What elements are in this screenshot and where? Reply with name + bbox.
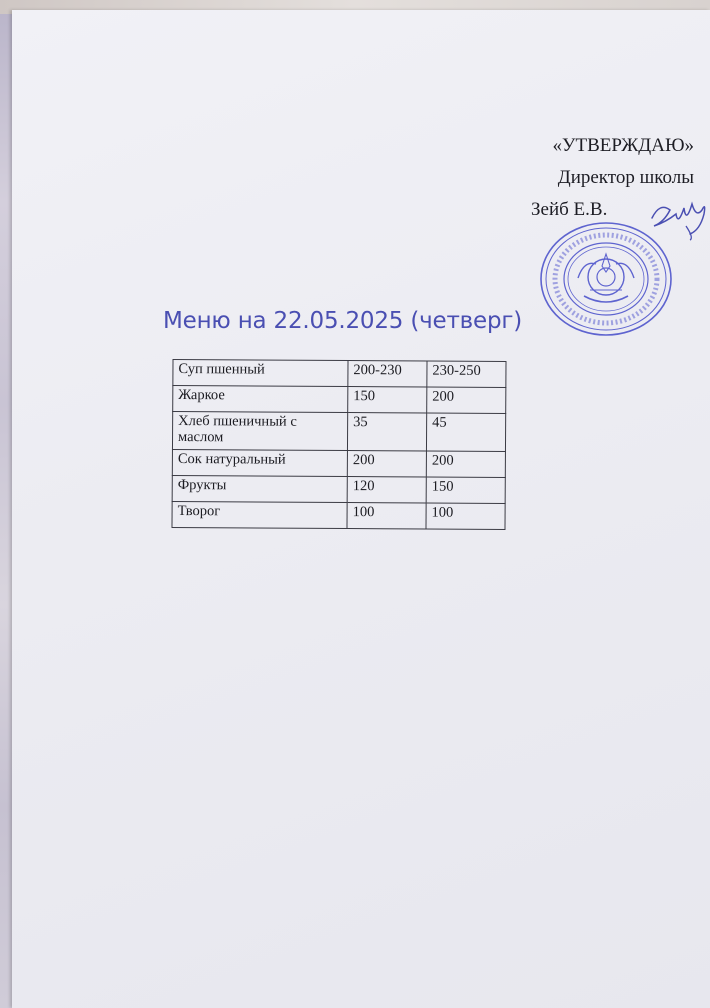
dish-cell: Хлеб пшеничный с маслом	[172, 411, 347, 450]
table-row	[173, 359, 506, 387]
approval-name: Зейб Е.В.	[531, 199, 608, 220]
table-row	[173, 385, 506, 413]
menu-table	[171, 359, 506, 530]
portion-large-cell: 150	[426, 477, 505, 503]
portion-large-cell: 100	[426, 503, 505, 529]
approval-position: Директор школы	[557, 167, 694, 188]
dish-cell: Творог	[172, 501, 347, 528]
table-row	[172, 411, 505, 451]
portion-small-cell: 120	[347, 477, 426, 503]
portion-large-cell: 230-250	[427, 361, 506, 387]
portion-small-cell: 200	[347, 451, 426, 477]
portion-small-cell: 100	[347, 503, 426, 529]
approval-title: «УТВЕРЖДАЮ»	[552, 135, 694, 156]
portion-large-cell: 200	[427, 387, 506, 413]
portion-large-cell: 200	[426, 451, 505, 477]
dish-cell: Суп пшенный	[173, 359, 348, 386]
dish-cell: Фрукты	[172, 475, 347, 502]
dish-cell: Жаркое	[173, 385, 348, 412]
portion-large-cell: 45	[426, 413, 505, 451]
portion-small-cell: 150	[348, 387, 427, 413]
portion-small-cell: 200-230	[348, 361, 427, 387]
table-row	[172, 449, 505, 477]
dish-cell: Сок натуральный	[172, 449, 347, 476]
table-row	[172, 475, 505, 503]
signature-icon	[646, 196, 708, 242]
portion-small-cell: 35	[347, 413, 426, 451]
menu-title: Меню на 22.05.2025 (четверг)	[163, 308, 523, 334]
table-row	[172, 501, 505, 529]
